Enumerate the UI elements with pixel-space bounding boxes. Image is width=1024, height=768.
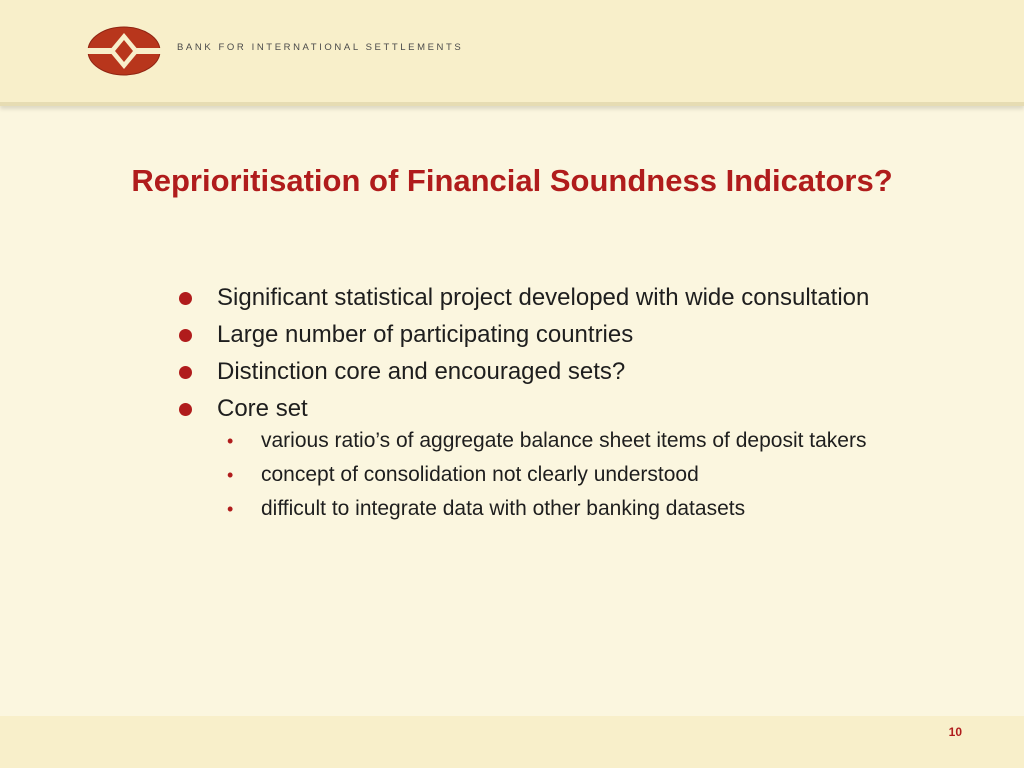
sub-bullet-dot-icon: • xyxy=(227,431,234,451)
page-number: 10 xyxy=(948,725,962,739)
bullet-text: Large number of participating countries xyxy=(217,321,634,348)
bullet-text: Significant statistical project developed with wide consultation xyxy=(217,284,870,311)
sub-bullet-item xyxy=(217,462,938,488)
sub-bullet-item xyxy=(217,496,938,522)
bullet-dot-icon xyxy=(179,292,192,305)
bullet-item xyxy=(178,283,938,313)
bullet-dot-icon xyxy=(179,403,192,416)
bullet-item xyxy=(178,320,938,350)
sub-bullet-text: difficult to integrate data with other banking datasets xyxy=(261,497,746,520)
bullet-text: Distinction core and encouraged sets? xyxy=(217,358,626,385)
sub-bullet-dot-icon: • xyxy=(227,499,234,519)
bullet-dot-icon xyxy=(179,329,192,342)
bullet-item xyxy=(178,394,938,522)
slide-title: Reprioritisation of Financial Soundness Indicators? xyxy=(131,163,893,198)
sub-bullet-list xyxy=(217,428,938,522)
sub-bullet-text: various ratio’s of aggregate balance sheet items of deposit takers xyxy=(261,429,867,452)
bullet-list-container xyxy=(178,283,938,530)
bullet-text: Core set xyxy=(217,395,308,422)
sub-bullet-text: concept of consolidation not clearly understood xyxy=(261,463,699,486)
header-band xyxy=(0,0,1024,106)
bullet-list xyxy=(178,283,938,522)
sub-bullet-dot-icon: • xyxy=(227,465,234,485)
bullet-item xyxy=(178,357,938,387)
footer-band xyxy=(0,716,1024,768)
bullet-dot-icon xyxy=(179,366,192,379)
brand-name: BANK FOR INTERNATIONAL SETTLEMENTS xyxy=(177,42,464,53)
bis-logo-icon xyxy=(87,26,161,76)
sub-bullet-item xyxy=(217,428,938,454)
